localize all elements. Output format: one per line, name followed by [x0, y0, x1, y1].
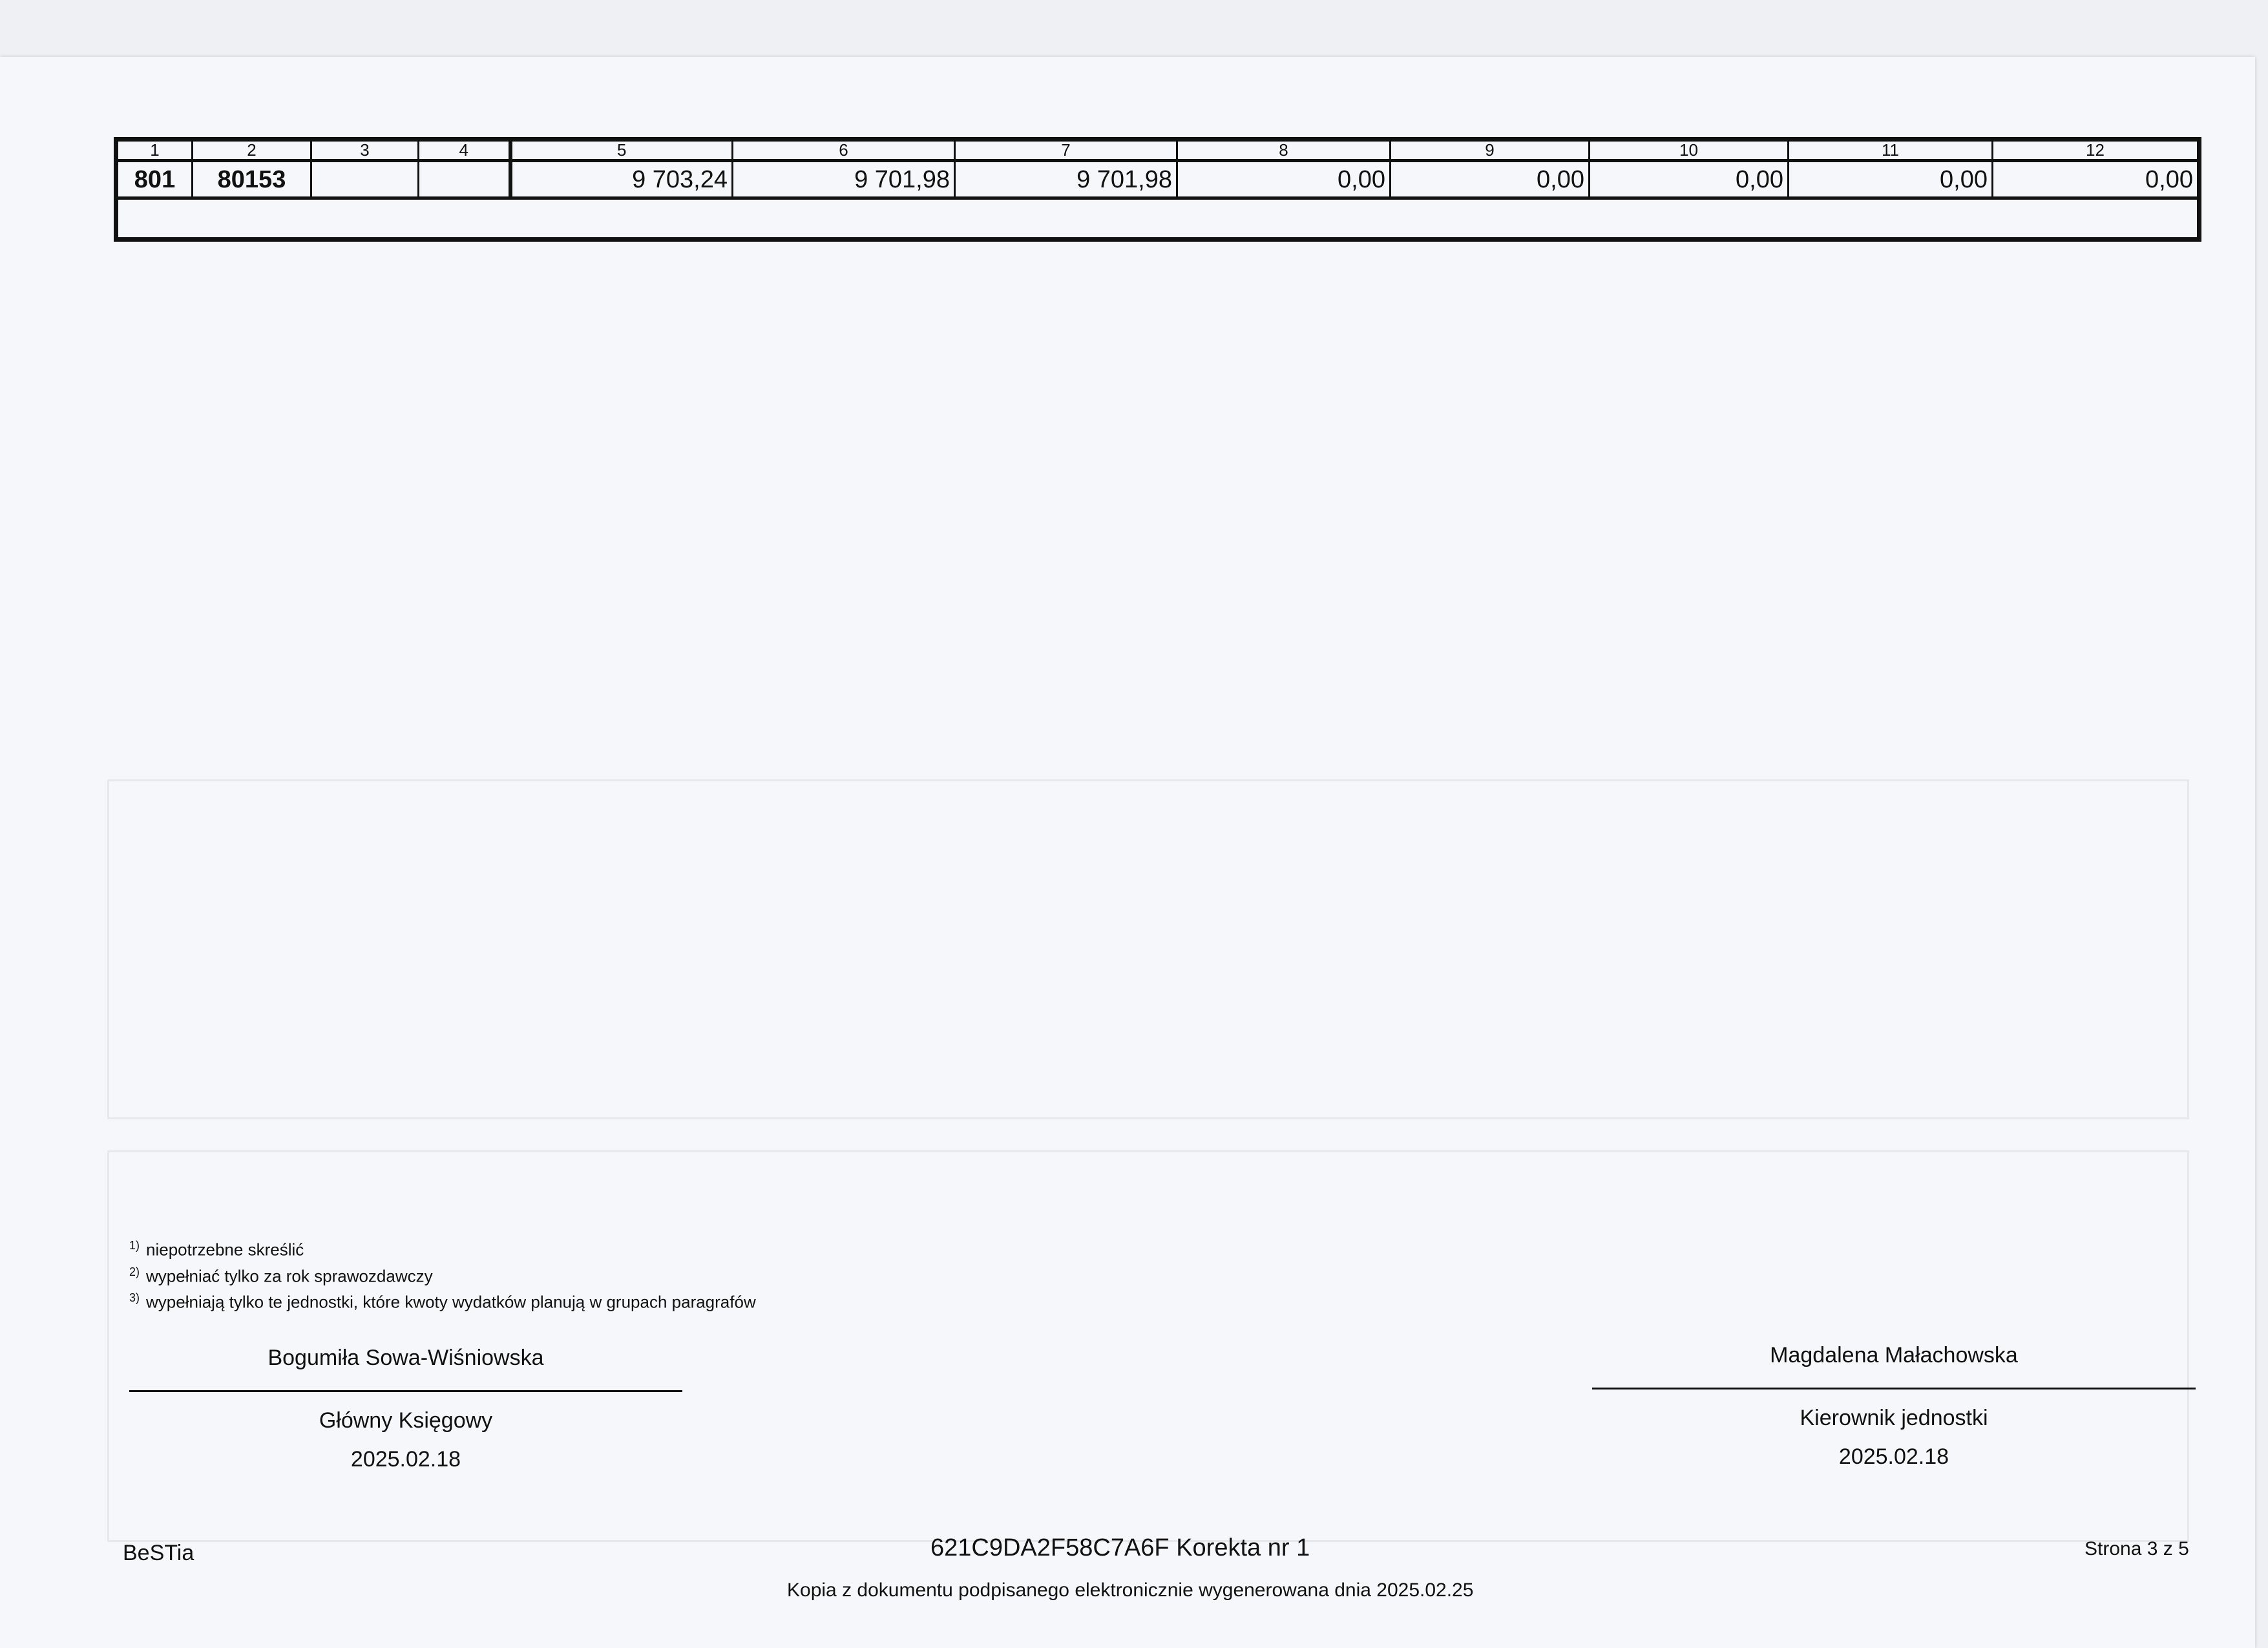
wydatki-wykonane-cell: 9 701,98: [955, 160, 1177, 198]
dzial-cell: 801: [116, 160, 193, 198]
column-number: 10: [1590, 140, 1789, 161]
bleed-through-table: [107, 779, 2189, 1119]
signature-unit-head: [1592, 1343, 2196, 1471]
footnote: $^{1)}$ niepotrzebne skreślić: [129, 1239, 304, 1260]
signature-line: [129, 1390, 682, 1392]
column-number: 3: [311, 140, 419, 161]
column-number: 2: [193, 140, 311, 161]
zobowiazania-ogolem-cell: 0,00: [1177, 160, 1391, 198]
paragraf-cell: [311, 160, 419, 198]
table-row: [116, 160, 2200, 198]
signature-line: [1592, 1388, 2196, 1389]
document-id: 621C9DA2F58C7A6F Korekta nr 1: [930, 1534, 1310, 1561]
signatory-role: Kierownik jednostki: [1800, 1406, 1988, 1430]
plan-cell: 9 703,24: [510, 160, 733, 198]
copy-note: Kopia z dokumentu podpisanego elektronicznie wygenerowana dnia 2025.02.25: [787, 1579, 1474, 1601]
footnotes: [129, 1234, 756, 1313]
column-number: 11: [1789, 140, 1993, 161]
signatory-role: Główny Księgowy: [319, 1408, 493, 1433]
column-number: 5: [510, 140, 733, 161]
zobowiazania-wymagalne-lata-cell: 0,00: [1391, 160, 1590, 198]
column-number: 7: [955, 140, 1177, 161]
column-number: 8: [1177, 140, 1391, 161]
page-number: Strona 3 z 5: [2084, 1538, 2189, 1559]
wydatki-niewygasajace-cell: 0,00: [1993, 160, 2200, 198]
signature-date: 2025.02.18: [350, 1447, 461, 1472]
system-name: BeSTia: [123, 1541, 194, 1565]
signature-date: 2025.02.18: [1838, 1444, 1949, 1469]
column-number-row: [116, 140, 2200, 161]
zobowiazania-wymagalne-rok-cell: 0,00: [1590, 160, 1789, 198]
column-number: 9: [1391, 140, 1590, 161]
pozycja-cell: [419, 160, 510, 198]
zaangazowanie-cell: 9 701,98: [733, 160, 955, 198]
empty-cell: [116, 198, 2200, 240]
footnote: $^{2)}$ wypełniać tylko za rok sprawozdawczy: [129, 1265, 433, 1286]
rozdzial-cell: 80153: [193, 160, 311, 198]
column-number: 1: [116, 140, 193, 161]
zaangazowanie-grupy-cell: 0,00: [1789, 160, 1993, 198]
footnote: $^{3)}$ wypełniają tylko te jednostki, które kwoty wydatków planują w grupach paragrafów: [129, 1291, 756, 1312]
column-number: 6: [733, 140, 955, 161]
signature-chief-accountant: [129, 1346, 682, 1474]
budget-table: [114, 137, 2201, 242]
signatory-name: Bogumiła Sowa-Wiśniowska: [268, 1346, 544, 1370]
signatory-name: Magdalena Małachowska: [1770, 1343, 2018, 1368]
column-number: 12: [1993, 140, 2200, 161]
empty-row: [116, 198, 2200, 240]
column-number: 4: [419, 140, 510, 161]
